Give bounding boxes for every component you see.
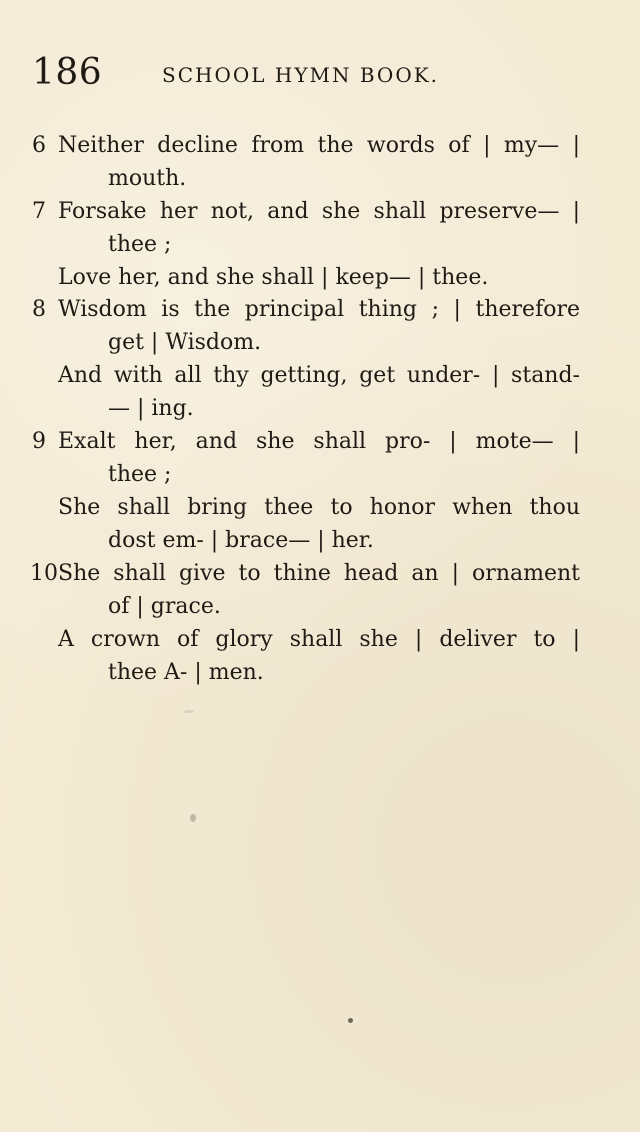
- verse-line: Wisdom is the principal thing ; | therefore: [58, 297, 580, 322]
- verse-line: mouth.: [108, 166, 187, 191]
- verse-line: And with all thy getting, get under- | stand-: [58, 363, 580, 388]
- verse-line: thee A- | men.: [108, 660, 264, 685]
- verse-line: dost em- | brace— | her.: [108, 528, 374, 553]
- ink-spot: [190, 814, 196, 822]
- verse-number: 9: [32, 429, 46, 454]
- verse-line: Exalt her, and she shall pro- | mote— |: [58, 429, 580, 454]
- page-header: [32, 52, 592, 98]
- verse-number: 7: [32, 199, 46, 224]
- verse-number: 8: [32, 297, 46, 322]
- verse-line: Neither decline from the words of | my— |: [58, 133, 580, 158]
- verse-line: She shall give to thine head an | ornament: [58, 561, 580, 586]
- verse-number: 6: [32, 133, 46, 158]
- verse-line: — | ing.: [108, 396, 194, 421]
- verse-line: of | grace.: [108, 594, 221, 619]
- ink-spot: [184, 710, 194, 713]
- verse-line: get | Wisdom.: [108, 330, 262, 355]
- ink-spot: [348, 1018, 353, 1023]
- verse-line: She shall bring thee to honor when thou: [58, 495, 580, 520]
- verse-number: 10: [30, 561, 58, 586]
- verse-line: Forsake her not, and she shall preserve— |: [58, 199, 580, 224]
- verse-line: A crown of glory shall she | deliver to |: [58, 627, 580, 652]
- page-number: 186: [32, 52, 103, 93]
- running-title: SCHOOL HYMN BOOK.: [162, 63, 440, 87]
- verse-line: thee ;: [108, 462, 172, 487]
- verse-line: thee ;: [108, 232, 172, 257]
- verse-line: Love her, and she shall | keep— | thee.: [58, 265, 489, 290]
